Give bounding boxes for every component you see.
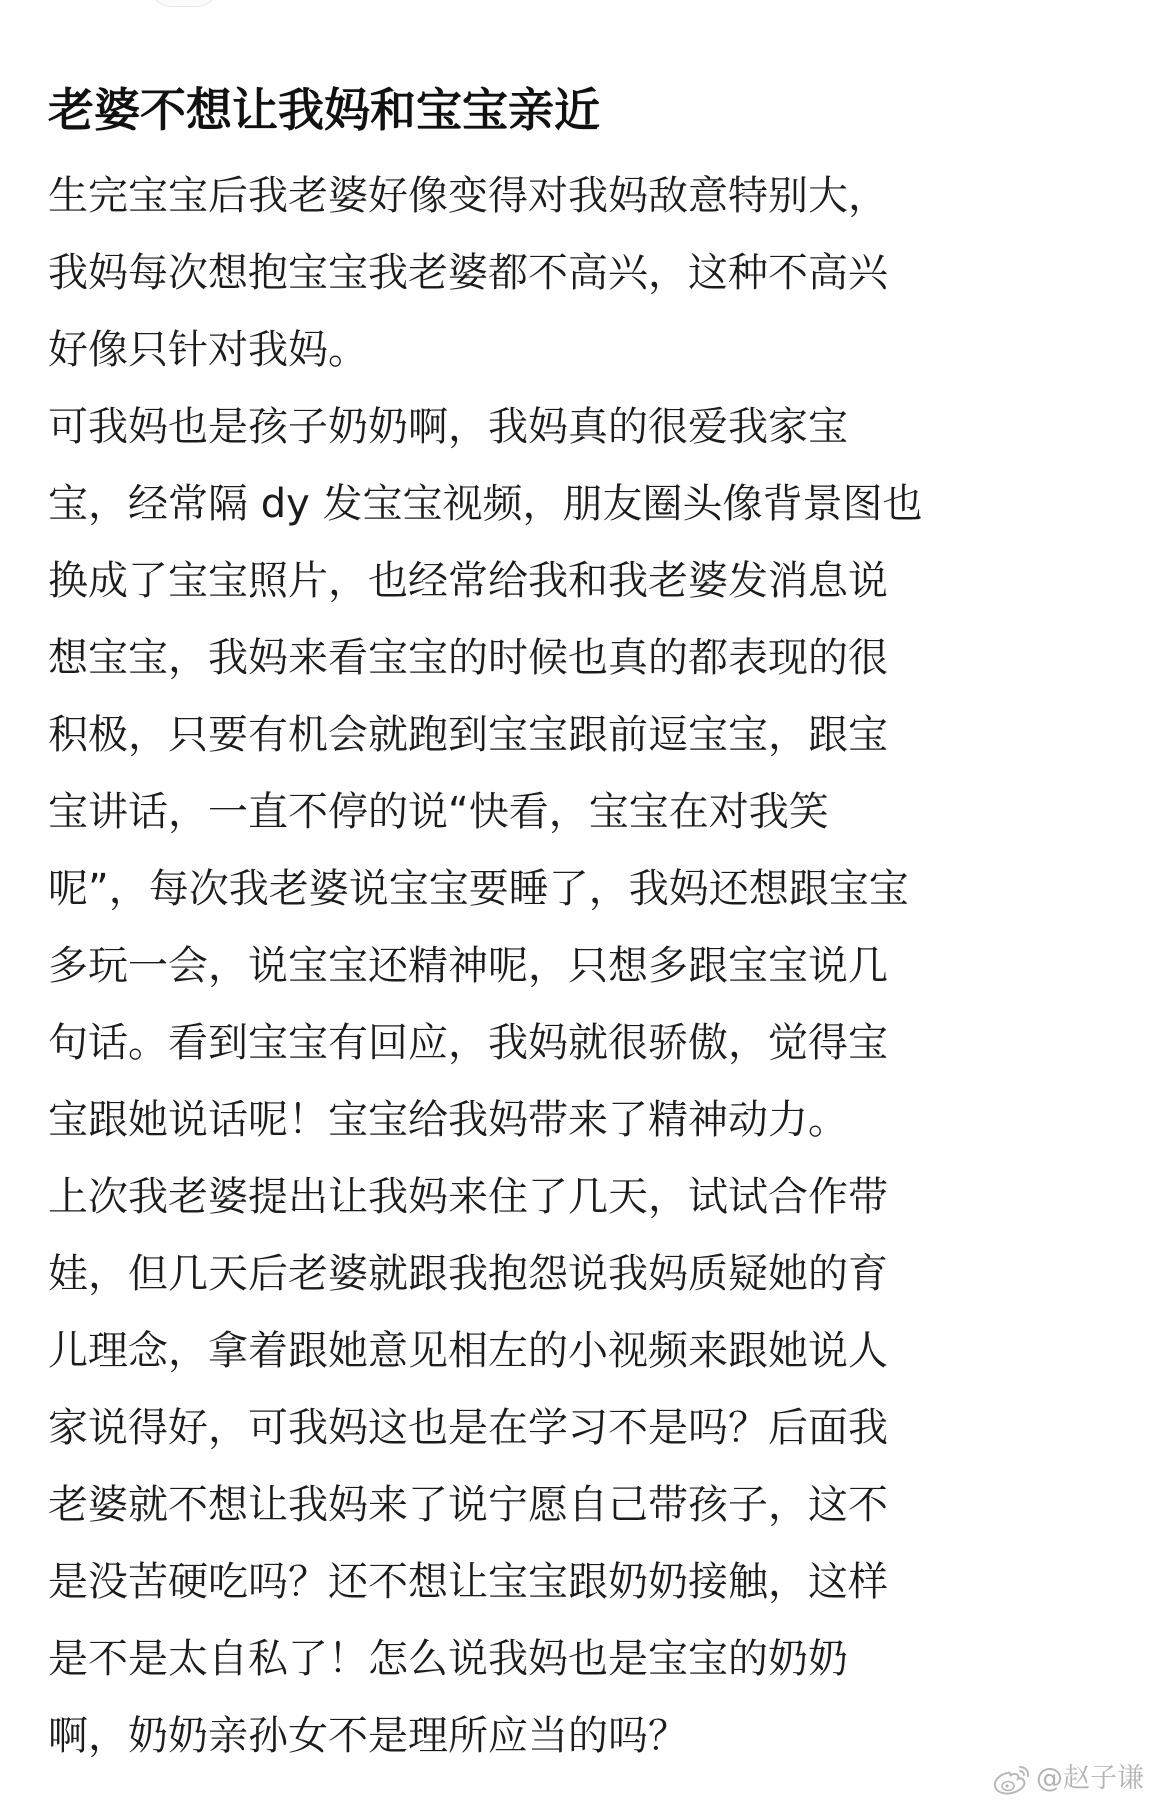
- post-body: [48, 158, 1128, 1775]
- post-body-line: 想宝宝，我妈来看宝宝的时候也真的都表现的很: [48, 635, 888, 681]
- post-body-line: 呢”，每次我老婆说宝宝要睡了，我妈还想跟宝宝: [48, 866, 909, 912]
- post-title: 老婆不想让我妈和宝宝亲近: [48, 83, 600, 137]
- post-body-line: 好像只针对我妈。: [48, 327, 368, 373]
- top-edge-decoration: [150, 0, 218, 7]
- watermark-text: @赵子谦: [1036, 1763, 1144, 1794]
- post-body-line: 宝，经常隔 dy 发宝宝视频，朋友圈头像背景图也: [48, 481, 923, 527]
- post-body-line: 多玩一会，说宝宝还精神呢，只想多跟宝宝说几: [48, 943, 888, 989]
- post-body-line: 我妈每次想抱宝宝我老婆都不高兴，这种不高兴: [48, 250, 888, 296]
- post-body-line: 啊，奶奶亲孙女不是理所应当的吗？: [48, 1713, 688, 1759]
- post-body-line: 是不是太自私了！怎么说我妈也是宝宝的奶奶: [48, 1636, 848, 1682]
- post-body-line: 老婆就不想让我妈来了说宁愿自己带孩子，这不: [48, 1482, 888, 1528]
- watermark: [992, 1762, 1144, 1796]
- post-body-line: 句话。看到宝宝有回应，我妈就很骄傲，觉得宝: [48, 1020, 888, 1066]
- post-body-line: 宝讲话，一直不停的说“快看，宝宝在对我笑: [48, 789, 829, 835]
- post-container: [48, 70, 1128, 1775]
- post-body-line: 换成了宝宝照片，也经常给我和我老婆发消息说: [48, 558, 888, 604]
- post-body-line: 儿理念，拿着跟她意见相左的小视频来跟她说人: [48, 1328, 888, 1374]
- post-body-line: 积极，只要有机会就跑到宝宝跟前逗宝宝，跟宝: [48, 712, 888, 758]
- post-body-line: 上次我老婆提出让我妈来住了几天，试试合作带: [48, 1174, 888, 1220]
- post-body-line: 宝跟她说话呢！宝宝给我妈带来了精神动力。: [48, 1097, 848, 1143]
- post-body-line: 可我妈也是孩子奶奶啊，我妈真的很爱我家宝: [48, 404, 848, 450]
- post-body-line: 生完宝宝后我老婆好像变得对我妈敌意特别大，: [48, 173, 888, 219]
- post-body-line: 娃，但几天后老婆就跟我抱怨说我妈质疑她的育: [48, 1251, 888, 1297]
- weibo-logo-icon: [992, 1762, 1032, 1796]
- post-body-line: 家说得好，可我妈这也是在学习不是吗？后面我: [48, 1405, 888, 1451]
- post-body-line: 是没苦硬吃吗？还不想让宝宝跟奶奶接触，这样: [48, 1559, 888, 1605]
